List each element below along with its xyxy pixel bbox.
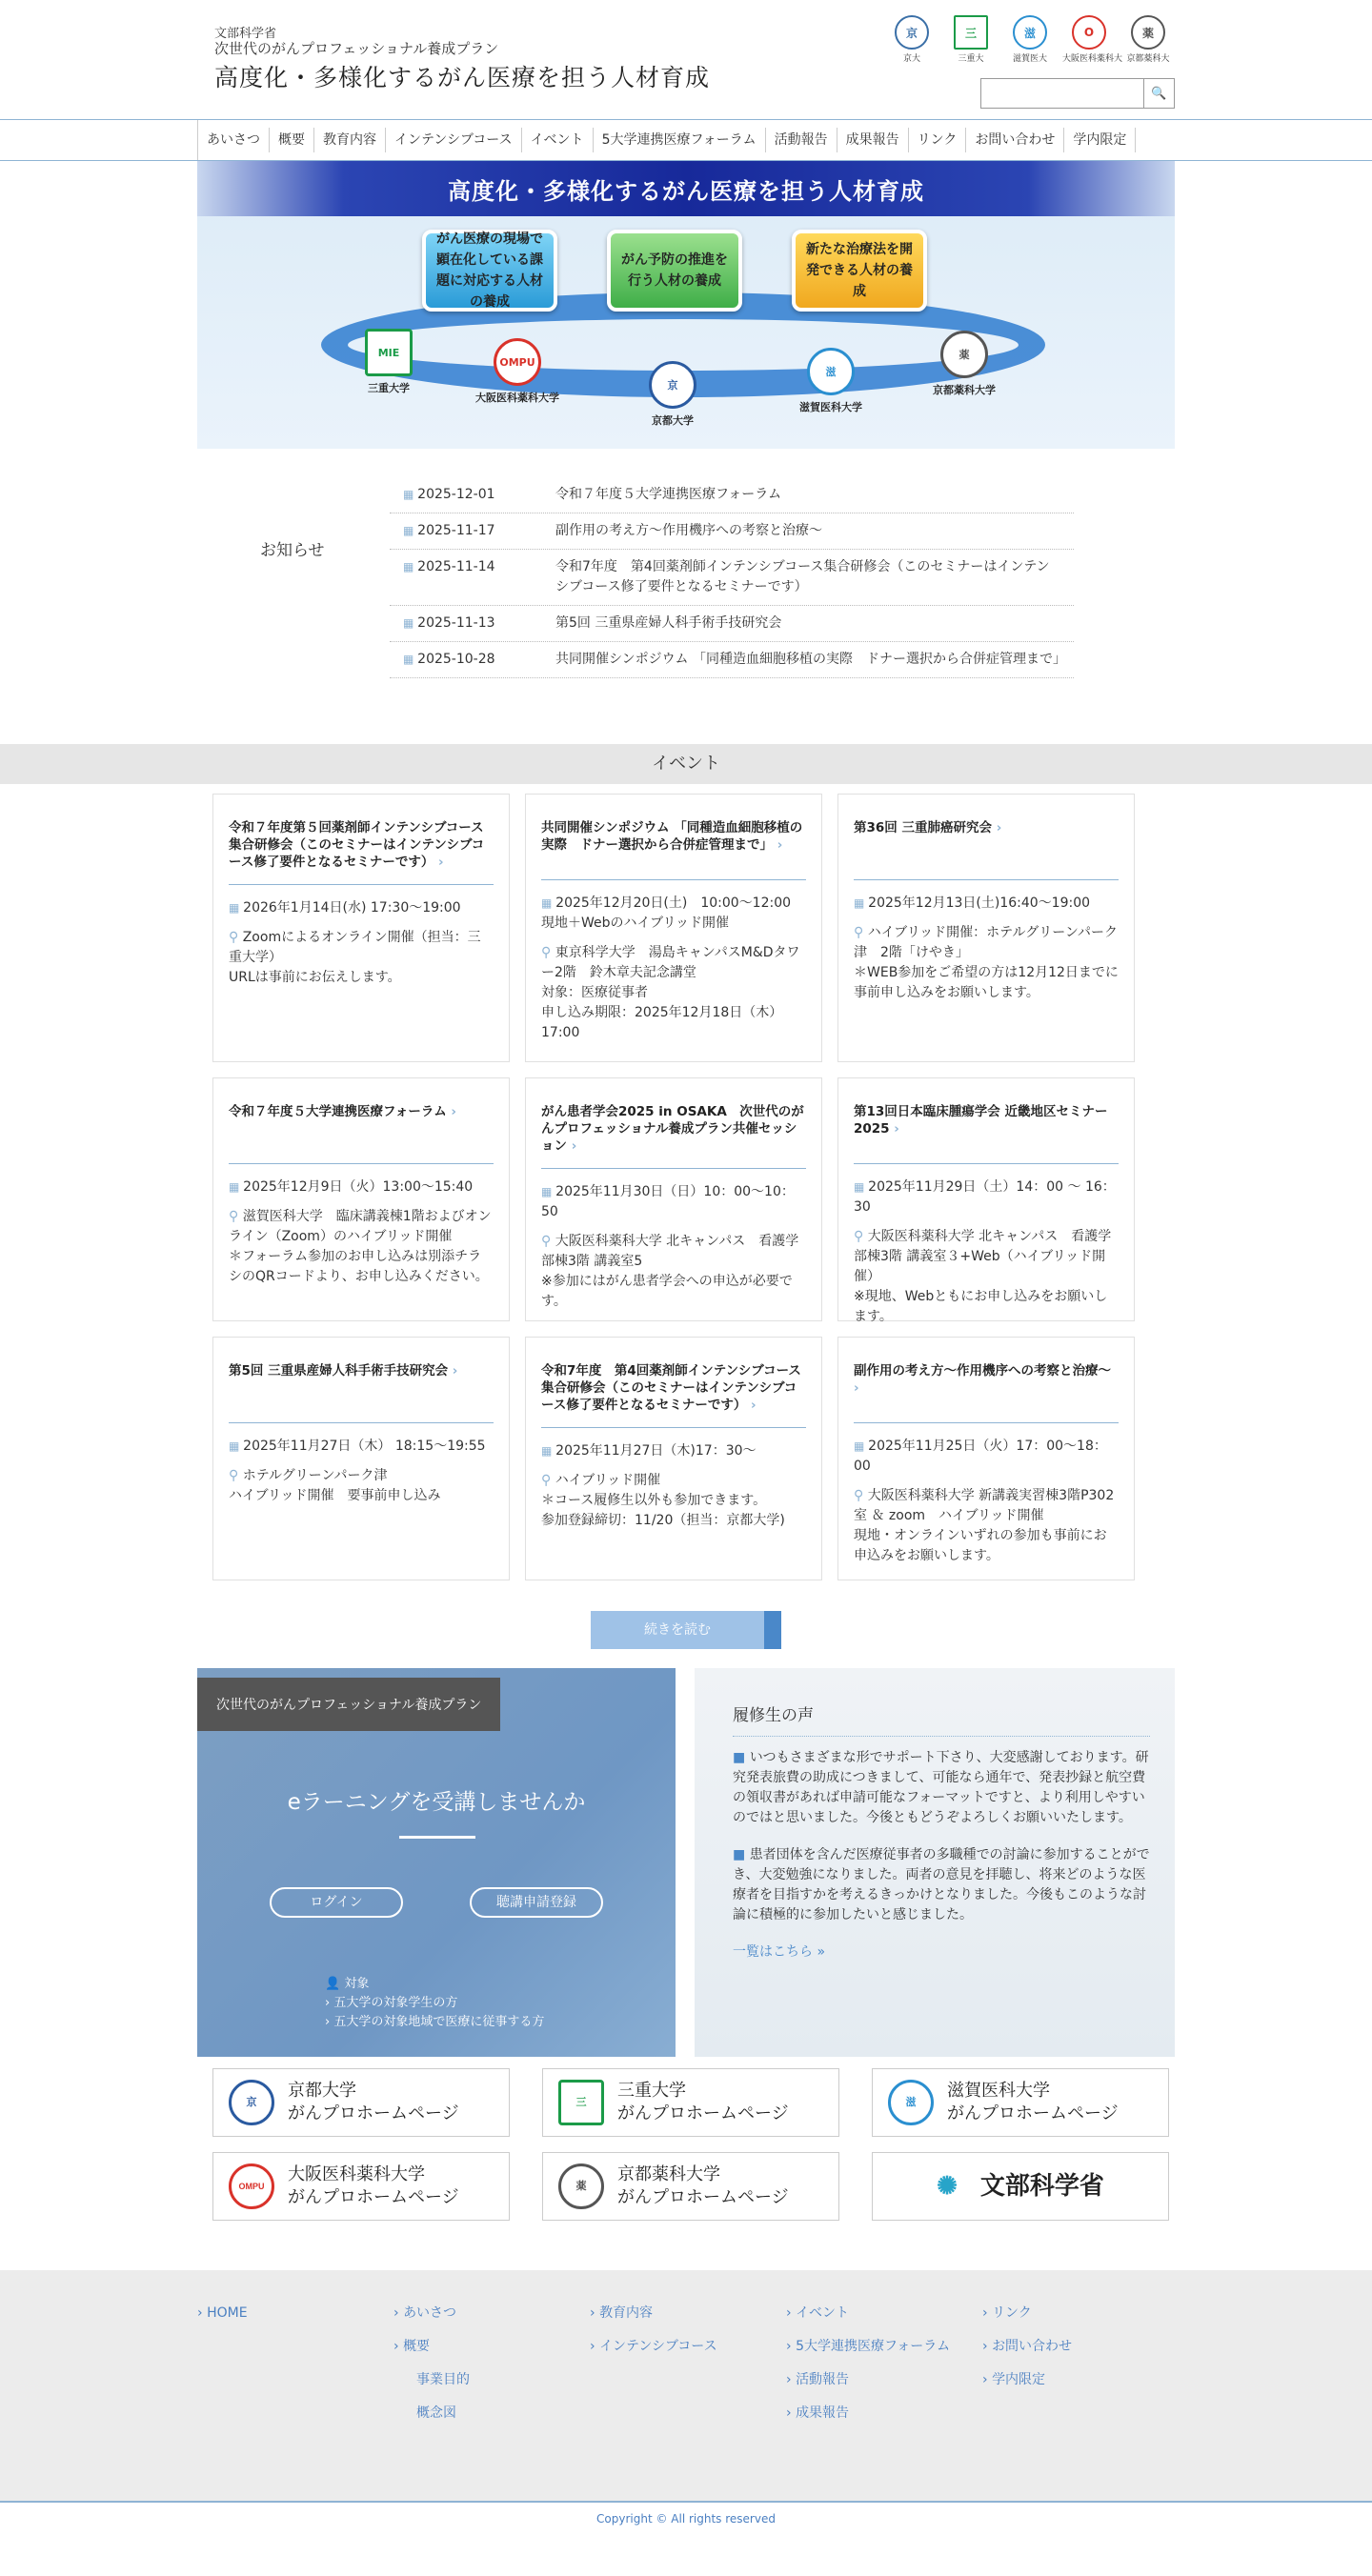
elearning-panel xyxy=(197,1668,676,2057)
main-nav xyxy=(197,120,1175,160)
footer-col xyxy=(197,2297,393,2430)
elearning-tag: 次世代のがんプロフェッショナル養成プラン xyxy=(197,1678,500,1731)
pin-icon: ⚲ xyxy=(854,1229,864,1244)
ompu-logo-icon: OMPU xyxy=(494,338,541,386)
event-card: 令和７年度第５回薬剤師インテンシブコース集合研修会（このセミナーはインテンシブコース修了要件となるセミナーです） › ▦ 2026年1月14日(水) 17:30〜19:00 ⚲ Zoomによるオンライン開催（担当：三重大学） URLは事前にお伝えします。 xyxy=(212,794,510,1062)
hero-uni-kyoto: 京 京都大学 xyxy=(649,361,696,428)
pin-icon: ⚲ xyxy=(541,945,552,960)
banner-ompu[interactable]: OMPU 大阪医科薬科大学 がんプロホームページ xyxy=(212,2152,510,2221)
footer-link[interactable]: › 教育内容 xyxy=(590,2297,786,2330)
pin-icon: ⚲ xyxy=(541,1234,552,1249)
pin-icon: ⚲ xyxy=(229,1468,239,1483)
login-button[interactable]: ログイン xyxy=(270,1887,403,1918)
shiga-logo-icon: 滋 xyxy=(888,2080,934,2125)
footer-link[interactable]: › 学内限定 xyxy=(982,2364,1179,2397)
voices-heading: 履修生の声 xyxy=(733,1706,1150,1737)
logo-kyoto-pharm[interactable]: 薬 京都薬科大 xyxy=(1121,15,1175,64)
event-card: 第13回日本臨床腫瘍学会 近畿地区セミナー2025 › ▦ 2025年11月29日（土）14：00 〜 16：30 ⚲ 大阪医科薬科大学 北キャンパス 看護学部棟3階 講義室３+Web（ハイブリッド開催） ※現地、Webともにお申し込みをお願いします。 xyxy=(837,1077,1135,1321)
hero-uni-shiga: 滋 滋賀医科大学 xyxy=(799,348,862,414)
event-card: がん患者学会2025 in OSAKA 次世代のがんプロフェッショナル養成プラン共催セッション › ▦ 2025年11月30日（日）10：00〜10：50 ⚲ 大阪医科薬科大学 北キャンパス 看護学部棟3階 講義室5 ※参加にはがん患者学会への申込が必要です。 xyxy=(525,1077,822,1321)
copyright: Copyright © All rights reserved xyxy=(596,2512,776,2526)
news-item[interactable]: ▦ 2025-12-01 令和７年度５大学連携医療フォーラム xyxy=(390,477,1074,513)
nav-kyouiku[interactable]: 教育内容 xyxy=(314,128,386,152)
hero-uni-mie: MIE 三重大学 xyxy=(365,329,413,395)
kyoto-pharm-logo-icon: 薬 xyxy=(558,2163,604,2209)
news-item[interactable]: ▦ 2025-11-17 副作用の考え方〜作用機序への考察と治療〜 xyxy=(390,513,1074,550)
logo-ompu[interactable]: O 大阪医科薬科大 xyxy=(1062,15,1116,64)
mie-logo-icon: 三 xyxy=(558,2080,604,2125)
banner-shiga-univ[interactable]: 滋 滋賀医科大学 がんプロホームページ xyxy=(872,2068,1169,2137)
mext-logo-icon: ✺ xyxy=(937,2172,958,2201)
news-label: お知らせ xyxy=(260,541,325,560)
mie-logo-icon: MIE xyxy=(365,329,413,376)
elearning-target: 👤 対象 › 五大学の対象学生の方 › 五大学の対象地域で医療に従事する方 xyxy=(325,1977,545,2029)
search-input[interactable] xyxy=(980,78,1144,109)
footer-link[interactable]: › イベント xyxy=(786,2297,982,2330)
pin-icon: ⚲ xyxy=(229,930,239,945)
main-nav-bar xyxy=(0,119,1372,161)
feature-row xyxy=(197,1668,1175,2057)
logo-kyoto-univ[interactable]: 京 京大 xyxy=(885,15,938,64)
nav-results[interactable]: 成果報告 xyxy=(837,128,909,152)
footer-col xyxy=(590,2297,786,2430)
hero-box-3: 新たな治療法を開発できる人材の養成 xyxy=(792,230,927,312)
banner-kyoto-pharm[interactable]: 薬 京都薬科大学 がんプロホームページ xyxy=(542,2152,839,2221)
banner-kyoto-univ[interactable]: 京 京都大学 がんプロホームページ xyxy=(212,2068,510,2137)
footer-link[interactable]: › インテンシブコース xyxy=(590,2330,786,2364)
shiga-logo-icon: 滋 xyxy=(807,348,855,395)
banner-mext[interactable]: ✺ 文部科学省 xyxy=(872,2152,1169,2221)
footer-link[interactable]: › 成果報告 xyxy=(786,2397,982,2430)
ompu-logo-icon: OMPU xyxy=(229,2163,274,2209)
partner-banners xyxy=(197,2068,1175,2221)
footer-link[interactable]: › 5大学連携医療フォーラム xyxy=(786,2330,982,2364)
footer-link[interactable]: 事業目的 xyxy=(416,2372,470,2387)
hero-box-1: がん医療の現場で顕在化している課題に対応する人材の養成 xyxy=(422,230,557,312)
banner-mie-univ[interactable]: 三 三重大学 がんプロホームページ xyxy=(542,2068,839,2137)
student-voices-panel xyxy=(695,1668,1175,2057)
hero-uni-kyoto-pharm: 薬 京都薬科大学 xyxy=(933,331,996,397)
nav-forum[interactable]: 5大学連携医療フォーラム xyxy=(594,128,766,152)
kyoto-univ-seal-icon: 京 xyxy=(229,2080,274,2125)
event-card: 共同開催シンポジウム 「同種造血細胞移植の実際 ドナー選択から合併症管理まで」 › ▦ 2025年12月20日(土) 10:00〜12:00 現地＋Webのハイブリッド開催 ⚲ 東京科学大学 湯島キャンパスM&Dタワー2階 鈴木章夫記念講堂 対象：医療従事者 申し込み期限：2025年12月18日（木）17:00 xyxy=(525,794,822,1062)
user-icon: 👤 xyxy=(325,1977,341,1991)
footer-link-home[interactable]: › HOME xyxy=(197,2297,393,2330)
news-list xyxy=(390,477,1074,678)
news-item[interactable]: ▦ 2025-10-28 共同開催シンポジウム 「同種造血細胞移植の実際 ドナー選択から合併症管理まで」 xyxy=(390,642,1074,678)
footer-link[interactable]: › 活動報告 xyxy=(786,2364,982,2397)
event-card: 第36回 三重肺癌研究会 › ▦ 2025年12月13日(土)16:40〜19:00 ⚲ ハイブリッド開催：ホテルグリーンパーク津 2階「けやき」 ＊WEB参加をご希望の方は12月12日までに事前申し込みをお願いします。 xyxy=(837,794,1135,1062)
footer-link[interactable]: 概念図 xyxy=(416,2405,456,2421)
nav-links[interactable]: リンク xyxy=(909,128,967,152)
news-section xyxy=(197,449,1175,744)
ministry-label: 文部科学省 xyxy=(214,27,277,41)
nav-contact[interactable]: お問い合わせ xyxy=(966,128,1064,152)
pin-icon: ⚲ xyxy=(541,1473,552,1488)
pin-icon: ⚲ xyxy=(854,1488,864,1503)
search-form xyxy=(980,78,1175,109)
search-button[interactable] xyxy=(1144,78,1175,109)
read-more-button[interactable]: 続きを読む xyxy=(591,1611,781,1649)
logo-mie-univ[interactable]: 三 三重大 xyxy=(944,15,998,64)
university-logos xyxy=(885,15,1175,64)
footer-col xyxy=(393,2297,590,2430)
footer-link[interactable]: › あいさつ xyxy=(393,2297,590,2330)
logo-shiga-univ[interactable]: 滋 滋賀医大 xyxy=(1003,15,1057,64)
search-icon: 🔍 xyxy=(1151,86,1167,100)
event-card: 令和7年度 第4回薬剤師インテンシブコース集合研修会（このセミナーはインテンシブコース修了要件となるセミナーです） › ▦ 2025年11月27日（木)17：30〜 ⚲ ハイブリッド開催 ＊コース履修生以外も参加できます。 参加登録締切：11/20（担当：京都大学) xyxy=(525,1337,822,1580)
event-card: 令和７年度５大学連携医療フォーラム › ▦ 2025年12月9日（火）13:00〜15:40 ⚲ 滋賀医科大学 臨床講義棟1階およびオンライン（Zoom）のハイブリッド開催 ＊フォーラム参加のお申し込みは別添チラシのQRコードより、お申し込みください。 xyxy=(212,1077,510,1321)
event-card: 第5回 三重県産婦人科手術手技研究会 › ▦ 2025年11月27日（木） 18:15〜19:55 ⚲ ホテルグリーンパーク津 ハイブリッド開催 要事前申し込み xyxy=(212,1337,510,1580)
site-header xyxy=(197,0,1175,119)
site-footer xyxy=(0,2270,1372,2503)
voice-item: ■ いつもさまざまな形でサポート下さり、大変感謝しております。研究発表旅費の助成につきまして、可能なら通年で、発表抄録と航空費の領収書があれば申請可能なフォーマットですと、より利用しやすいのではと思いました。今後ともどうぞよろしくお願いいたします。 xyxy=(733,1748,1150,1828)
nav-intensive[interactable]: インテンシブコース xyxy=(386,128,522,152)
voice-item: ■ 患者団体を含んだ医療従事者の多職種での討論に参加することができ、大変勉強になりました。両者の意見を拝聴し、将来どのような医療者を目指すかを考えるきっかけとなりました。今後もこのような討論に積極的に参加したいと感じました。 xyxy=(733,1845,1150,1925)
site-title[interactable]: 高度化・多様化するがん医療を担う人材育成 xyxy=(214,64,711,91)
plan-label: 次世代のがんプロフェッショナル養成プラン xyxy=(214,40,499,57)
news-item[interactable]: ▦ 2025-11-14 令和7年度 第4回薬剤師インテンシブコース集合研修会（このセミナーはインテンシブコース修了要件となるセミナーです） xyxy=(390,550,1074,606)
nav-aisatsu[interactable]: あいさつ xyxy=(198,128,270,152)
footer-link[interactable]: › お問い合わせ xyxy=(982,2330,1179,2364)
footer-links xyxy=(197,2270,1175,2430)
hero-uni-ompu: OMPU 大阪医科薬科大学 xyxy=(475,338,559,405)
footer-link[interactable]: › 概要 xyxy=(393,2330,590,2364)
events-grid xyxy=(197,784,1175,1580)
nav-activity[interactable]: 活動報告 xyxy=(766,128,837,152)
pin-icon: ⚲ xyxy=(229,1209,239,1224)
divider xyxy=(399,1836,475,1839)
register-button[interactable]: 聴講申請登録 xyxy=(470,1887,603,1918)
kyoto-univ-seal-icon: 京 xyxy=(649,361,696,409)
voices-list-link[interactable]: 一覧はこちら » xyxy=(733,1944,826,1960)
hero-banner xyxy=(197,161,1175,449)
footer-link[interactable]: › リンク xyxy=(982,2297,1179,2330)
nav-event[interactable]: イベント xyxy=(522,128,594,152)
footer-col xyxy=(786,2297,982,2430)
hero-box-2: がん予防の推進を行う人材の養成 xyxy=(607,230,742,312)
elearning-heading: eラーニングを受講しませんか xyxy=(287,1790,586,1815)
event-card: 副作用の考え方〜作用機序への考察と治療〜 › ▦ 2025年11月25日（火）17：00〜18：00 ⚲ 大阪医科薬科大学 新講義実習棟3階P302室 ＆ zoom ハイブリッド開催 現地・オンラインいずれの参加も事前にお申込みをお願いします。 xyxy=(837,1337,1135,1580)
hero-title: 高度化・多様化するがん医療を担う人材育成 xyxy=(197,161,1175,216)
pin-icon: ⚲ xyxy=(854,925,864,940)
nav-gaiyou[interactable]: 概要 xyxy=(270,128,314,152)
footer-col xyxy=(982,2297,1179,2430)
events-heading: イベント xyxy=(0,744,1372,784)
news-item[interactable]: ▦ 2025-11-13 第5回 三重県産婦人科手術手技研究会 xyxy=(390,606,1074,642)
nav-internal[interactable]: 学内限定 xyxy=(1064,128,1136,152)
kyoto-pharm-logo-icon: 薬 xyxy=(940,331,988,378)
